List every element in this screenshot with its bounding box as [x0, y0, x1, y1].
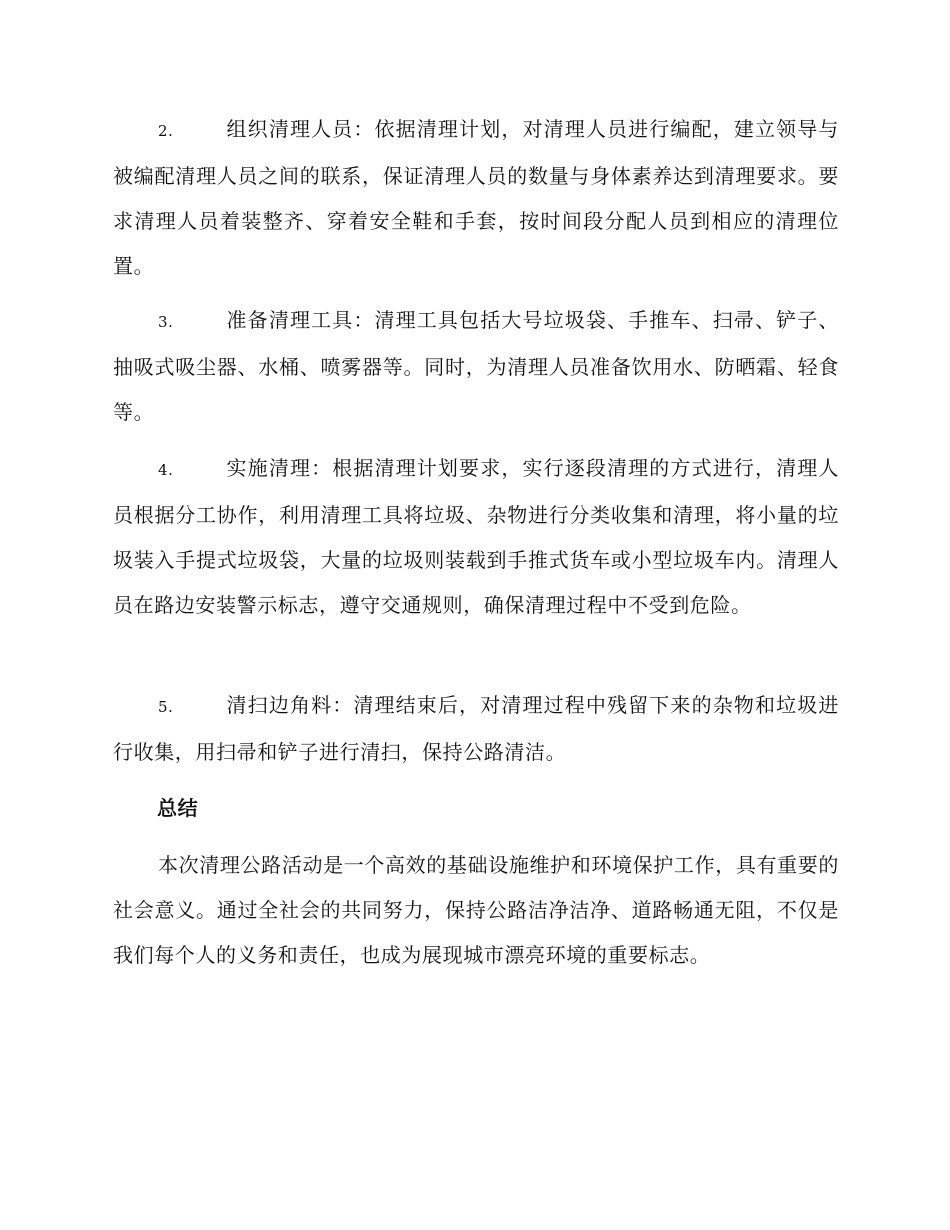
list-item-3 [113, 298, 839, 435]
summary-paragraph: 本次清理公路活动是一个高效的基础设施维护和环境保护工作，具有重要的社会意义。通过全社会的共同努力，保持公路洁净洁净、道路畅通无阻，不仅是我们每个人的义务和责任，也成为展现城市漂亮环境的重要标志。 [113, 853, 839, 967]
list-item-number: 4. [158, 461, 174, 479]
list-item-4 [113, 446, 839, 628]
list-item-text: 准备清理工具：清理工具包括大号垃圾袋、手推车、扫帚、铲子、抽吸式吸尘器、水桶、喷雾器等。同时，为清理人员准备饮用水、防晒霜、轻食等。 [113, 308, 839, 424]
list-item-number: 2. [158, 122, 174, 140]
list-item-2 [113, 107, 839, 289]
list-item-5 [113, 683, 839, 775]
summary-heading: 总结 [157, 796, 199, 820]
list-item-number: 3. [158, 313, 174, 331]
list-item-text: 清扫边角料：清理结束后，对清理过程中残留下来的杂物和垃圾进行收集，用扫帚和铲子进行清扫，保持公路清洁。 [113, 693, 839, 764]
list-item-text: 实施清理：根据清理计划要求，实行逐段清理的方式进行，清理人员根据分工协作，利用清理工具将垃圾、杂物进行分类收集和清理，将小量的垃圾装入手提式垃圾袋，大量的垃圾则装载到手推式货车或小型垃圾车内。清理人员在路边安装警示标志，遵守交通规则，确保清理过程中不受到危险。 [113, 456, 839, 617]
list-item-number: 5. [158, 698, 174, 716]
list-item-text: 组织清理人员：依据清理计划，对清理人员进行编配，建立领导与被编配清理人员之间的联系，保证清理人员的数量与身体素养达到清理要求。要求清理人员着装整齐、穿着安全鞋和手套，按时间段分配人员到相应的清理位置。 [113, 117, 839, 278]
